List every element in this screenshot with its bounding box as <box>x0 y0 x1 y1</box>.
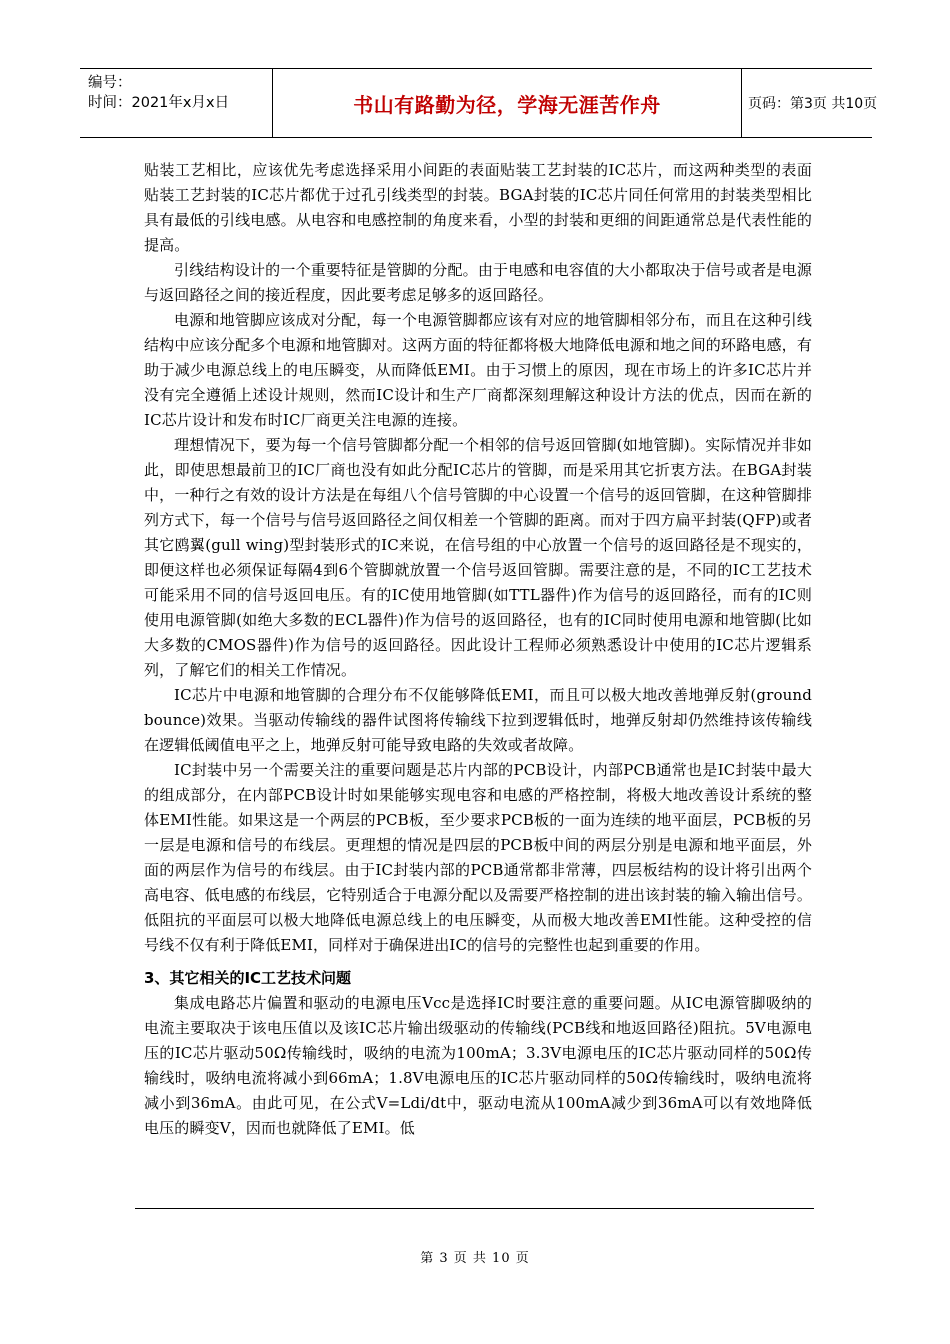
page-header <box>80 68 878 138</box>
document-body <box>144 158 812 1141</box>
section-heading: 3、其它相关的IC工艺技术问题 <box>144 969 352 987</box>
paragraph: 电源和地管脚应该成对分配，每一个电源管脚都应该有对应的地管脚相邻分布，而且在这种引线结构中应该分配多个电源和地管脚对。这两方面的特征都将极大地降低电源和地之间的环路电感，有助于减少电源总线上的电压瞬变，从而降低EMI。由于习惯上的原因，现在市场上的许多IC芯片并没有完全遵循上述设计规则，然而IC设计和生产厂商都深刻理解这种设计方法的优点，因而在新的IC芯片设计和发布时IC厂商更关注电源的连接。 <box>144 311 812 429</box>
header-page-info: 页码：第3页 共10页 <box>748 96 878 112</box>
footer-divider <box>135 1208 814 1209</box>
paragraph: IC芯片中电源和地管脚的合理分布不仅能够降低EMI，而且可以极大地改善地弹反射(ground bounce)效果。当驱动传输线的器件试图将传输线下拉到逻辑低时，地弹反射却仍然维持该传输线在逻辑低阈值电平之上，地弹反射可能导致电路的失效或者故障。 <box>144 686 812 754</box>
paragraph: 理想情况下，要为每一个信号管脚都分配一个相邻的信号返回管脚(如地管脚)。实际情况并非如此，即使思想最前卫的IC厂商也没有如此分配IC芯片的管脚，而是采用其它折衷方法。在BGA封装中，一种行之有效的设计方法是在每组八个信号管脚的中心设置一个信号的返回管脚，在这种管脚排列方式下，每一个信号与信号返回路径之间仅相差一个管脚的距离。而对于四方扁平封装(QFP)或者其它鸥翼(gull wing)型封装形式的IC来说，在信号组的中心放置一个信号的返回路径是不现实的，即便这样也必须保证每隔4到6个管脚就放置一个信号返回管脚。需要注意的是，不同的IC工艺技术可能采用不同的信号返回电压。有的IC使用地管脚(如TTL器件)作为信号的返回路径，而有的IC则使用电源管脚(如绝大多数的ECL器件)作为信号的返回路径，也有的IC同时使用电源和地管脚(比如大多数的CMOS器件)作为信号的返回路径。因此设计工程师必须熟悉设计中使用的IC芯片逻辑系列，了解它们的相关工作情况。 <box>144 436 812 679</box>
document-number-label: 编号： <box>88 75 132 91</box>
header-motto: 书山有路勤为径，学海无涯苦作舟 <box>272 69 742 137</box>
page-footer: 第 3 页 共 10 页 <box>420 1251 530 1266</box>
document-date: 时间：2021年x月x日 <box>88 95 230 111</box>
paragraph: 引线结构设计的一个重要特征是管脚的分配。由于电感和电容值的大小都取决于信号或者是电源与返回路径之间的接近程度，因此要考虑足够多的返回路径。 <box>144 261 812 304</box>
paragraph: 贴装工艺相比，应该优先考虑选择采用小间距的表面贴装工艺封装的IC芯片，而这两种类型的表面贴装工艺封装的IC芯片都优于过孔引线类型的封装。BGA封装的IC芯片同任何常用的封装类型相比具有最低的引线电感。从电容和电感控制的角度来看，小型的封装和更细的间距通常总是代表性能的提高。 <box>144 161 812 254</box>
header-meta <box>80 69 272 137</box>
paragraph: IC封装中另一个需要关注的重要问题是芯片内部的PCB设计，内部PCB通常也是IC封装中最大的组成部分，在内部PCB设计时如果能够实现电容和电感的严格控制，将极大地改善设计系统的整体EMI性能。如果这是一个两层的PCB板，至少要求PCB板的一面为连续的地平面层，PCB板的另一层是电源和信号的布线层。更理想的情况是四层的PCB板中间的两层分别是电源和地平面层，外面的两层作为信号的布线层。由于IC封装内部的PCB通常都非常薄，四层板结构的设计将引出两个高电容、低电感的布线层，它特别适合于电源分配以及需要严格控制的进出该封装的输入输出信号。低阻抗的平面层可以极大地降低电源总线上的电压瞬变，从而极大地改善EMI性能。这种受控的信号线不仅有利于降低EMI，同样对于确保进出IC的信号的完整性也起到重要的作用。 <box>144 761 812 954</box>
paragraph: 集成电路芯片偏置和驱动的电源电压Vcc是选择IC时要注意的重要问题。从IC电源管脚吸纳的电流主要取决于该电压值以及该IC芯片输出级驱动的传输线(PCB线和地返回路径)阻抗。5V电源电压的IC芯片驱动50Ω传输线时，吸纳的电流为100mA；3.3V电源电压的IC芯片驱动同样的50Ω传输线时，吸纳电流将减小到66mA；1.8V电源电压的IC芯片驱动同样的50Ω传输线时，吸纳电流将减小到36mA。由此可见，在公式V=Ldi/dt中，驱动电流从100mA减少到36mA可以有效地降低电压的瞬变V，因而也就降低了EMI。低 <box>144 994 812 1137</box>
